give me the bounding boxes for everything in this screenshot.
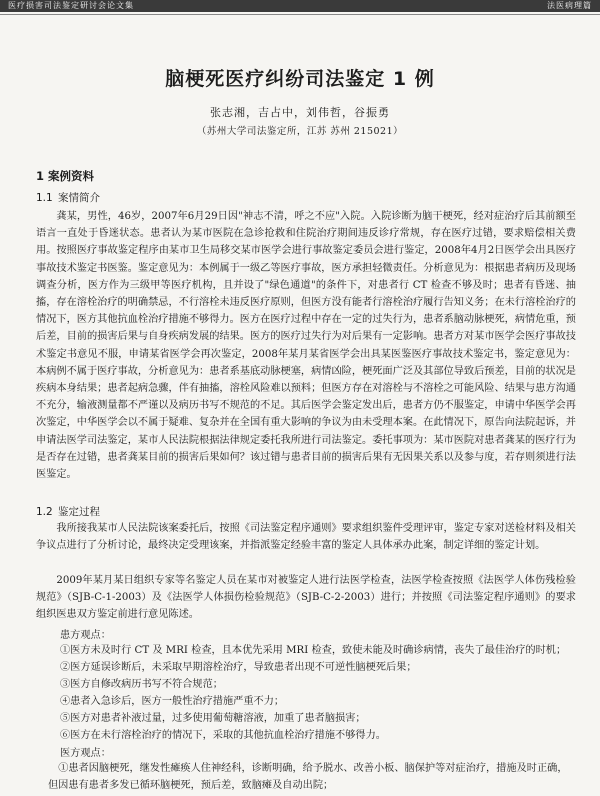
subsection-title: 鉴定过程	[58, 506, 100, 518]
affiliation: （苏州大学司法鉴定所，江苏 苏州 215021）	[196, 126, 404, 137]
section-heading-case-data: 1 案例资料	[36, 169, 95, 183]
subsection-title: 案情简介	[58, 192, 100, 204]
subsection-heading-case-summary	[36, 190, 100, 205]
author-list: 张志湘，吉占中，刘伟哲，谷振勇	[210, 106, 390, 119]
running-header	[0, 0, 600, 12]
hospital-point: ①患者因脑梗死，继发性瘫痪人住神经科，诊断明确，给予脱水、改善小板、脑保护等对症治疗，措施及时正确，但因患有患者多发已循环脑梗死，预后差，致脑瘫及自动出院；	[48, 763, 568, 791]
patient-point: ⑥医方在未行溶栓治疗的情况下，采取的其他抗血栓治疗措施不够得力。	[60, 730, 386, 741]
paragraph-case-summary: 龚某，男性，46岁，2007年6月29日因"神志不清，呼之不应"入院。入院诊断为脑干梗死，经对症治疗后其前额至语言一直处于昏迷状态。患者认为某市医院在急诊抢救和住院治疗期间违反诊疗常规，存在医疗过错，要求赔偿相关费用。按照医疗事故鉴定程序由某市卫生局移交某市医学会进行事故鉴定委员会进行鉴定，2008年4月2日医学会出具医疗事故技术鉴定书医鉴。鉴定意见为：本例属于一级乙等医疗事故，医方承担轻微责任。分析意见为：根据患者病历及现场调查分析，医方作为三级甲等医疗机构，且并设了"绿色通道"的条件下，对患者行 CT 检查不够及时；患者有昏迷、抽搐，存在溶栓治疗的明确禁忌，不行溶栓未违反医疗原则，但医方没有能者行溶栓治疗履行告知义务；在未行溶栓治疗的情况下，医方其他抗血栓治疗措施不够得力。医方在医疗过程中存在一定的过失行为，患者系脑动脉梗死，病情危重，预后差，目前的损害后果与自身疾病发展的结果。医方的医疗过失行为对后果有一定影响。患者方对某市医学会医疗事故技术鉴定书意见不服，申请某省医学会再次鉴定，2008年某月某省医学会出具某医鉴医疗事故技术鉴定书，鉴定意见为：本病例不属于医疗事故，分析意见为：患者系基底动脉梗塞，病情凶险，梗死面广泛及其部位导致后预差，目前的状况是疾病本身结果；患者起病急骤，伴有抽搐，溶栓风险难以预料；但医方存在对溶栓与不溶栓之可能风险、结果与患方沟通不充分，输液测量都不严谨以及病历书写不规范的不足。其后医学会鉴定发出后，患者方仍不服鉴定，申请中华医学会再次鉴定，中华医学会以不属于疑难、复杂并在全国有重大影响的争议为由未受理本案。在此情况下，原告向法院起诉，并申请法医学司法鉴定，某市人民法院根据法律规定委托我所进行司法鉴定。委托事项为：某市医院对患者龚某的医疗行为是否存在过错，患者龚某目前的损害后果如何？该过错与患者目前的损害后果有无因果关系以及参与度，若存则须进行法医鉴定。	[36, 211, 576, 481]
article-title: 脑梗死医疗纠纷司法鉴定 1 例	[165, 68, 435, 90]
header-divider	[0, 14, 600, 15]
paragraph-procedure-intro: 我所接我某市人民法院该案委托后，按照《司法鉴定程序通则》要求组织鉴件受理评审，鉴定专家对送检材料及相关争议点进行了分析讨论，最终决定受理该案，并指派鉴定经验丰富的鉴定人具体承办此案，制定详细的鉴定计划。	[36, 523, 576, 552]
patient-point: ③医方自修改病历书写不符合规范；	[60, 679, 223, 690]
running-header-left: 医疗损害司法鉴定研讨会论文集	[8, 1, 134, 10]
subsection-heading-procedure	[36, 504, 100, 519]
subsection-number: 1.1	[36, 192, 53, 204]
patient-point: ②医方延误诊断后，未采取早期溶栓治疗，导致患者出现不可逆性脑梗死后果；	[60, 662, 417, 673]
hospital-view-label: 医方观点：	[60, 748, 111, 759]
running-header-right: 法医病理篇	[547, 1, 592, 10]
subsection-number: 1.2	[36, 506, 53, 518]
patient-view-label: 患方观点：	[60, 630, 111, 641]
patient-point: ⑤医方对患者补液过量，过多使用葡萄糖溶液，加重了患者脑损害；	[60, 713, 366, 724]
paragraph-examination: 2009年某月某日组织专家等名鉴定人员在某市对被鉴定人进行法医学检查，法医学检查按照《法医学人体伤残检验规范》（SJB-C-1-2003）及《法医学人体损伤检验规范》（SJB-C-2-2003）进行；并按照《司法鉴定程序通则》的要求组织医患双方鉴定前进行意见陈述。	[36, 575, 576, 621]
patient-point: ①医方未及时行 CT 及 MRI 检查，且本优先采用 MRI 检查，致使未能及时确诊病情，丧失了最佳治疗的时机；	[60, 645, 567, 656]
patient-point: ④患者入急诊后，医方一般性治疗措施严重不力；	[60, 696, 285, 707]
